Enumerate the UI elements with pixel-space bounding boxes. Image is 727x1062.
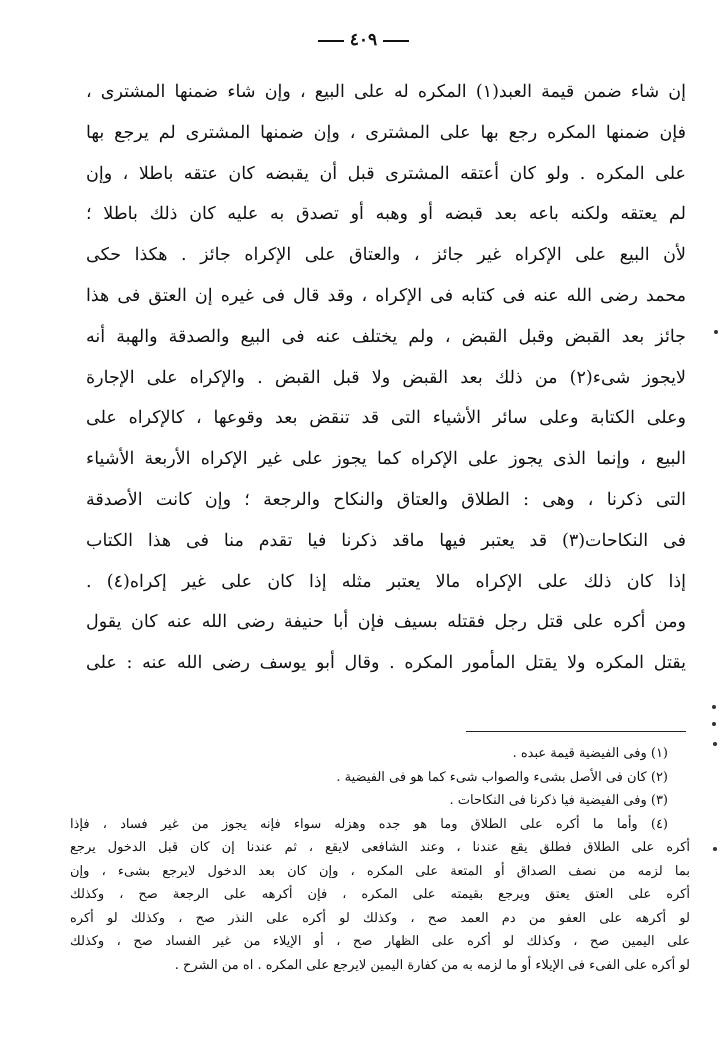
- main-text: [86, 72, 686, 684]
- page-number: [0, 30, 727, 50]
- body-line: البيع ، وإنما الذى يجوز على الإكراه كما يجوز على غير الإكراه الأربعة الأشياء: [86, 449, 686, 470]
- margin-speck: [712, 705, 716, 709]
- footnote-line: لو أكره على الفىء فى الإيلاء أو ما لزمه به من كفارة اليمين لايرجع على المكره . اه من الشرح .: [174, 957, 690, 973]
- footnote-line: أكره على الطلاق فطلق يقع عندنا ، وعند الشافعى لايقع ، ثم عندنا إن كان قبل الدخول يرجع: [70, 840, 690, 855]
- footnote-line: (٣) وفى الفيضية فيا ذكرنا فى النكاحات .: [449, 793, 668, 808]
- footnote-line: (٤) وأما ما أكره على الطلاق وما هو جده وهزله سواء فإنه يجوز من غير فساد ، فإذا: [70, 816, 668, 832]
- footnotes: [70, 742, 690, 977]
- body-line: يقتل المكره ولا يقتل المأمور المكره . وقال أبو يوسف رضى الله عنه : على: [86, 653, 686, 674]
- footnote-line: أكره على العتق يعتق ويرجع بقيمته على المكره ، فإن أكرهه على الرجعة صح ، وكذلك: [70, 887, 690, 902]
- body-line: فى النكاحات(٣) قد يعتبر فيها ماقد ذكرنا فيا تقدم منا فى هذا الكتاب: [86, 530, 686, 551]
- body-line: وعلى الكتابة وعلى سائر الأشياء التى قد تنقض بعد وقوعها ، كالإكراه على: [86, 408, 686, 429]
- body-line: لايجوز شىء(٢) من ذلك بعد القبض ولا قبل القبض . والإكراه على الإجارة: [86, 367, 686, 388]
- margin-speck: [714, 330, 718, 334]
- footnote-divider: [466, 731, 686, 732]
- footnote-line: لو أكرهه على العفو من دم العمد صح ، وكذلك لو أكره على النذر صح ، وكذلك لو أكره: [70, 910, 690, 926]
- body-line: جائز بعد القبض وقبل القبض ، ولم يختلف عنه فى البيع والصدقة والهبة أنه: [86, 326, 686, 347]
- body-line: إذا كان ذلك على الإكراه مالا يعتبر مثله إذا كان على غير إكراه(٤) .: [86, 571, 686, 592]
- page-number-dash-left: [318, 40, 344, 42]
- footnote-line: على اليمين صح ، وكذلك لو أكره على الظهار صح ، أو الإيلاء من غير الفساد صح ، وكذلك: [70, 934, 690, 949]
- body-line: على المكره . ولو كان أعتقه المشترى قبل أن يقبضه كان عتقه باطلا ، وإن: [86, 163, 686, 184]
- body-line: لم يعتقه ولكنه باعه بعد قبضه أو وهبه أو تصدق به عليه كان ذلك باطلا ؛: [86, 204, 686, 225]
- body-line: التى ذكرنا ، وهى : الطلاق والعتاق والنكاح والرجعة ؛ وإن كانت الأصدقة: [86, 489, 686, 510]
- body-line: محمد رضى الله عنه فى كتابه فى الإكراه ، وقد قال فى غيره إن العتق فى هذا: [86, 285, 686, 306]
- body-line: لأن البيع على الإكراه غير جائز ، والعتاق على الإكراه جائز . هكذا حكى: [86, 245, 686, 266]
- footnote-line: (١) وفى الفيضية قيمة عبده .: [512, 746, 668, 761]
- body-line: فإن ضمنها المكره رجع بها على المشترى ، وإن ضمنها المشترى لم يرجع بها: [86, 122, 686, 143]
- footnote-line: بما لزمه من نصف الصداق أو المتعة على المكره ، وإن كان بعد الدخول لايرجع بشىء ، وإن: [70, 863, 690, 879]
- body-line: إن شاء ضمن قيمة العبد(١) المكره له على البيع ، وإن شاء ضمنها المشترى ،: [86, 82, 686, 102]
- margin-speck: [713, 847, 717, 851]
- page-number-text: ٤٠٩: [349, 30, 378, 50]
- page-number-dash-right: [383, 40, 409, 42]
- margin-speck: [712, 722, 716, 726]
- body-line: ومن أكره على قتل رجل فقتله بسيف فإن أبا حنيفة رضى الله عنه كان يقول: [86, 612, 686, 633]
- margin-speck: [713, 742, 717, 746]
- footnote-line: (٢) كان فى الأصل بشىء والصواب شىء كما هو فى الفيضية .: [336, 769, 668, 785]
